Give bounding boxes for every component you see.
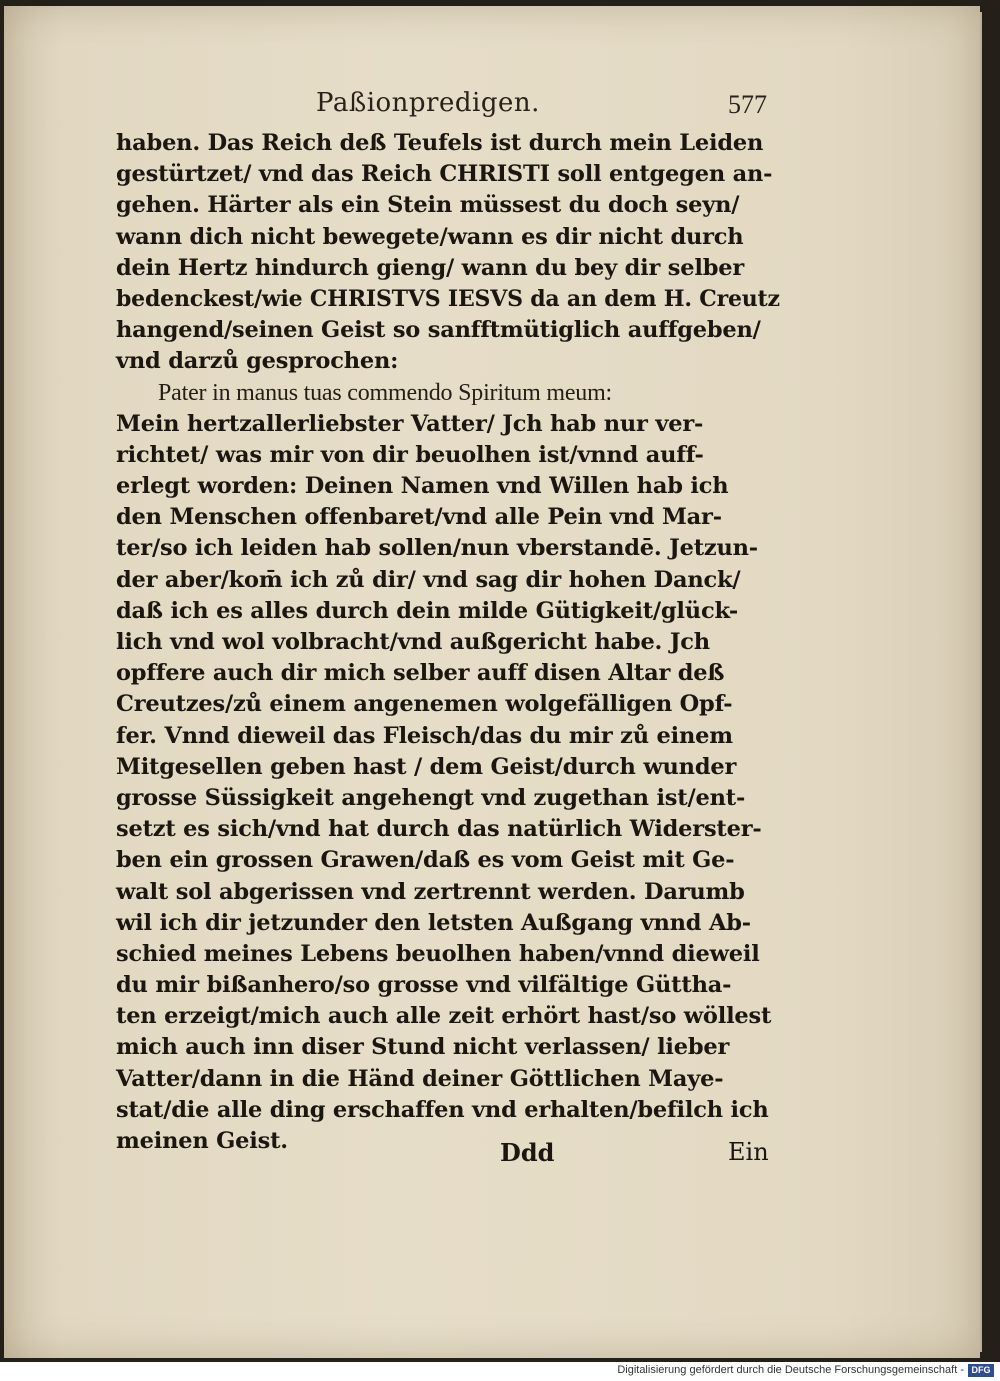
text-line: mich auch inn diser Stund nicht verlassen/ lieber [116,1034,730,1061]
dfg-logo: DFG [968,1364,994,1377]
catchword: Ein [728,1138,769,1166]
signature-mark: Ddd [500,1138,555,1167]
text-line: bedenckest/wie CHRISTVS IESVS da an dem H. Creutz [116,285,780,312]
text-line: wil ich dir jetzunder den letsten Außgang vnnd Ab- [116,909,751,936]
text-line: dein Hertz hindurch gieng/ wann du bey dir selber [116,254,745,281]
text-line: ben ein grossen Grawen/daß es vom Geist mit Ge- [116,847,735,874]
text-line: lich vnd wol volbracht/vnd außgericht habe. Jch [116,629,710,655]
latin-quote-line: Pater in manus tuas commendo Spiritum meum: [158,379,613,406]
text-line: richtet/ was mir von dir beuolhen ist/vnnd auff- [116,441,704,468]
text-line: erlegt worden: Deinen Namen vnd Willen hab ich [116,473,729,500]
text-line: meinen Geist. [116,1128,288,1154]
text-line: opffere auch dir mich selber auff disen Altar deß [116,660,725,687]
text-line: gehen. Härter als ein Stein müssest du doch seyn/ [116,192,740,219]
text-line: haben. Das Reich deß Teufels ist durch mein Leiden [116,130,764,156]
text-line: gestürtzet/ vnd das Reich CHRISTI soll entgegen an- [116,161,773,188]
text-line: schied meines Lebens beuolhen haben/vnnd dieweil [116,940,760,967]
text-line: vnd darzů gesprochen: [116,348,399,375]
text-line: hangend/seinen Geist so sanfftmütiglich auffgeben/ [116,317,761,344]
text-line: der aber/kom̄ ich zů dir/ vnd sag dir hohen Danck/ [116,566,741,593]
text-line: den Menschen offenbaret/vnd alle Pein vnd Mar- [116,504,722,531]
funding-credit: Digitalisierung gefördert durch die Deutsche Forschungsgemeinschaft - [617,1364,964,1376]
text-line: Vatter/dann in die Händ deiner Göttlichen Maye- [116,1065,724,1092]
running-head: Paßionpredigen. [316,88,540,118]
page-number: 577 [728,90,767,119]
text-line: du mir bißanhero/so grosse vnd vilfältige Güttha- [116,972,732,999]
text-line: Creutzes/zů einem angenemen wolgefälligen Opf- [116,691,733,718]
text-line: walt sol abgerissen vnd zertrennt werden. Darumb [116,878,745,905]
text-line: Mein hertzallerliebster Vatter/ Jch hab nur ver- [116,410,704,437]
text-line: stat/die alle ding erschaffen vnd erhalten/befilch ich [116,1096,769,1123]
text-line: setzt es sich/vnd hat durch das natürlich Widerster- [116,816,762,843]
text-line: Mitgesellen geben hast / dem Geist/durch wunder [116,753,737,780]
text-line: ter/so ich leiden hab sollen/nun vberstandē. Jetzun- [116,535,758,562]
body-text [116,128,780,1157]
text-line: ten erzeigt/mich auch alle zeit erhört hast/so wöllest [116,1003,772,1030]
text-line: daß ich es alles durch dein milde Gütigkeit/glück- [116,597,739,624]
text-line: fer. Vnnd dieweil das Fleisch/das du mir zů einem [116,722,733,749]
text-line: wann dich nicht bewegete/wann es dir nicht durch [116,223,744,250]
text-line: grosse Süssigkeit angehengt vnd zugethan ist/ent- [116,784,746,811]
